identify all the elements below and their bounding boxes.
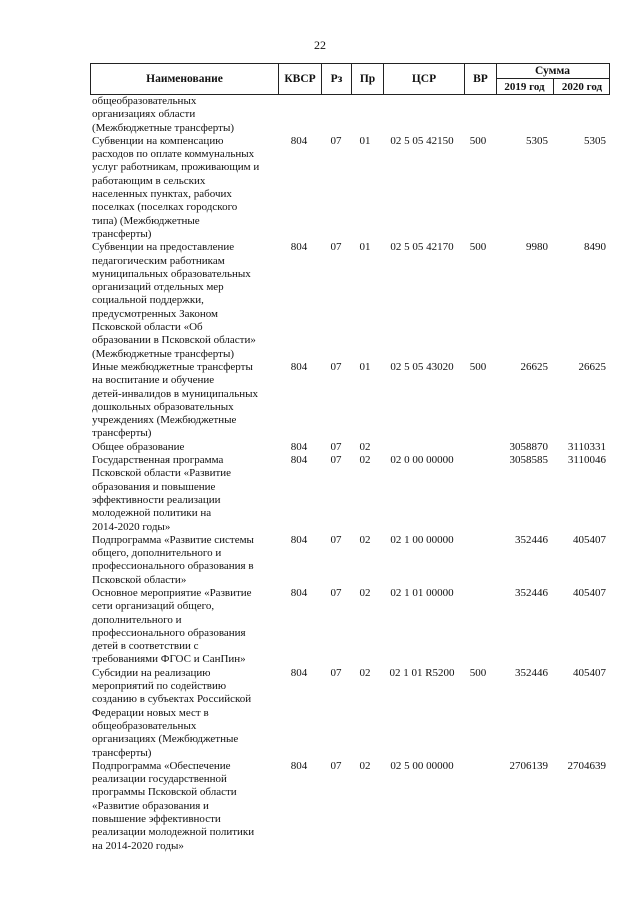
cell-rz: 07 [330, 241, 342, 254]
cell-name: Основное мероприятие «Развитие сети организаций общего, дополнительного и профессионального образования детей в соответствии с требованиями ФГОС и СанПин» [92, 586, 252, 666]
table-row [90, 587, 610, 667]
cell-2019: 352446 [515, 586, 548, 599]
cell-csr: 02 5 05 42150 [390, 134, 454, 147]
cell-vr: 500 [469, 360, 487, 373]
cell-kvsr: 804 [290, 440, 308, 453]
cell-pr: 02 [359, 666, 371, 679]
cell-name: Общее образование [92, 440, 185, 453]
cell-kvsr: 804 [290, 586, 308, 599]
cell-vr: 500 [469, 134, 487, 147]
cell-csr: 02 1 01 00000 [390, 586, 454, 599]
cell-2019: 9980 [526, 241, 548, 254]
cell-rz: 07 [330, 666, 342, 679]
cell-pr: 02 [359, 586, 371, 599]
cell-kvsr: 804 [290, 134, 308, 147]
table-row [90, 95, 610, 135]
header-rz: Рз [330, 73, 343, 85]
cell-csr: 02 5 05 42170 [390, 241, 454, 254]
cell-pr: 02 [359, 454, 371, 467]
table-body [90, 95, 610, 853]
cell-name: Подпрограмма «Обеспечение реализации государственной программы Псковской области «Развитие образования и повышение эффективности реализации молодежной политики на 2014-2020 годы» [92, 759, 255, 852]
cell-name: общеобразовательных организациях области (Межбюджетные трансферты) [92, 95, 234, 134]
cell-name: Государственная программа Псковской области «Развитие образования и повышение эффективности реализации молодежной политики на 2014-2020 годы» [92, 454, 232, 533]
cell-rz: 07 [330, 759, 342, 772]
cell-kvsr: 804 [290, 454, 308, 467]
table-row [90, 667, 610, 760]
header-year-2020: 2020 год [561, 81, 603, 93]
cell-kvsr: 804 [290, 360, 308, 373]
cell-name: Субвенции на компенсацию расходов по оплате коммунальных услуг работникам, проживающим и работающим в сельских населенных пунктах, рабочих поселках (поселках городского типа) (Межбюджетные трансферты) [92, 134, 260, 240]
cell-2020: 3110331 [567, 440, 606, 453]
header-kvsr: КВСР [284, 73, 316, 85]
cell-rz: 07 [330, 454, 342, 467]
cell-2019: 26625 [520, 360, 548, 373]
cell-csr: 02 0 00 00000 [390, 454, 454, 467]
cell-pr: 01 [359, 360, 371, 373]
cell-2019: 3058585 [509, 454, 548, 467]
cell-2020: 5305 [584, 134, 606, 147]
cell-rz: 07 [330, 360, 342, 373]
cell-kvsr: 804 [290, 533, 308, 546]
cell-rz: 07 [330, 533, 342, 546]
header-sum-group [496, 64, 609, 94]
cell-2019: 2706139 [509, 759, 548, 772]
header-sum: Сумма [496, 64, 609, 79]
cell-rz: 07 [330, 440, 342, 453]
table-row [90, 241, 610, 361]
cell-2020: 405407 [573, 533, 606, 546]
table-row [90, 534, 610, 587]
cell-name: Субсидии на реализацию мероприятий по содействию созданию в субъектах Российской Федерации новых мест в общеобразовательных организациях (Межбюджетные трансферты) [92, 666, 252, 759]
cell-csr: 02 5 00 00000 [390, 759, 454, 772]
cell-2020: 8490 [584, 241, 606, 254]
cell-2020: 2704639 [567, 759, 606, 772]
cell-2019: 352446 [515, 666, 548, 679]
page-number: 22 [314, 38, 326, 52]
table-row [90, 361, 610, 441]
cell-pr: 01 [359, 134, 371, 147]
cell-csr: 02 1 00 00000 [390, 533, 454, 546]
cell-vr: 500 [469, 666, 487, 679]
cell-2019: 3058870 [509, 440, 548, 453]
table-header [90, 63, 610, 95]
cell-pr: 01 [359, 241, 371, 254]
cell-pr: 02 [359, 533, 371, 546]
table-row [90, 135, 610, 241]
cell-name: Иные межбюджетные трансферты на воспитание и обучение детей-инвалидов в муниципальных дошкольных образовательных учреждениях (Межбюджетные трансферты) [92, 360, 259, 440]
header-csr: ЦСР [411, 73, 437, 85]
header-year-2019: 2019 год [504, 81, 545, 93]
table-row [90, 760, 610, 853]
budget-table [90, 63, 610, 853]
header-name: Наименование [146, 73, 223, 85]
cell-2019: 352446 [515, 533, 548, 546]
cell-2020: 405407 [573, 586, 606, 599]
cell-pr: 02 [359, 440, 371, 453]
cell-csr: 02 5 05 43020 [390, 360, 454, 373]
cell-rz: 07 [330, 134, 342, 147]
cell-kvsr: 804 [290, 666, 308, 679]
header-pr: Пр [359, 73, 376, 85]
cell-kvsr: 804 [290, 241, 308, 254]
cell-name: Подпрограмма «Развитие системы общего, дополнительного и профессионального образования в Псковской области» [92, 533, 254, 586]
cell-2020: 3110046 [567, 454, 606, 467]
cell-2020: 405407 [573, 666, 606, 679]
cell-name: Субвенции на предоставление педагогическим работникам муниципальных образовательных организаций отдельных мер социальной поддержки, предусмотренных Законом Псковской области «Об образовании в Псковской области» (Межбюджетные трансферты) [92, 241, 256, 360]
table-row [90, 441, 610, 454]
cell-csr: 02 1 01 R5200 [389, 666, 455, 679]
table-row [90, 454, 610, 534]
cell-kvsr: 804 [290, 759, 308, 772]
cell-vr: 500 [469, 241, 487, 254]
cell-rz: 07 [330, 586, 342, 599]
cell-pr: 02 [359, 759, 371, 772]
header-vr: ВР [473, 73, 488, 85]
cell-2019: 5305 [526, 134, 548, 147]
cell-2020: 26625 [578, 360, 606, 373]
